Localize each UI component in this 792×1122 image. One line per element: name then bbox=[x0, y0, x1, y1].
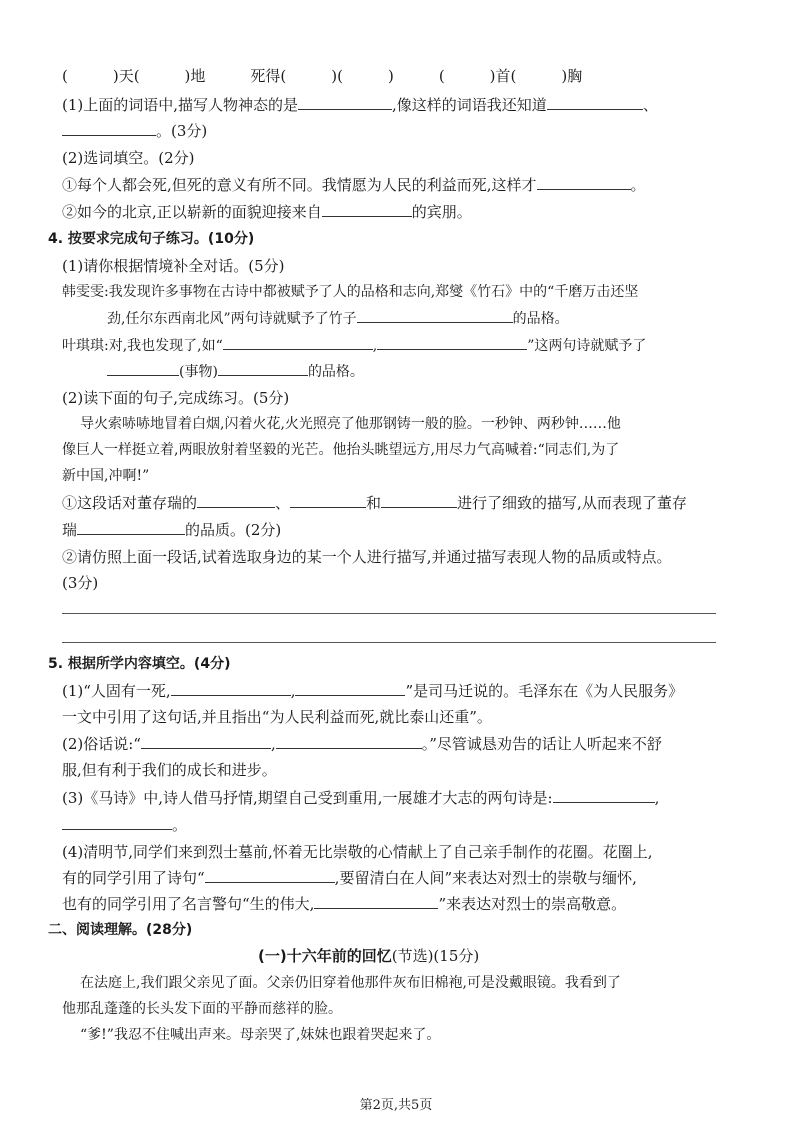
page-number: 第2页,共5页 bbox=[359, 1098, 433, 1113]
dialogue-line1: 韩雯雯:我发现许多事物在古诗中都被赋予了人的品格和志向,郑燮《竹石》中的“千磨万击还坚 bbox=[62, 284, 639, 300]
q3-part1-line2: 。(3分) bbox=[62, 121, 207, 141]
q4-exercise2-line2: (3分) bbox=[62, 574, 99, 592]
idiom-blank-row: ( )天( )地 死得( )( ) ( )首( )胸 bbox=[62, 67, 583, 85]
answer-blank[interactable] bbox=[295, 681, 405, 696]
section2-heading: 二、阅读理解。(28分) bbox=[48, 922, 193, 938]
answer-blank[interactable] bbox=[77, 520, 185, 535]
answer-blank[interactable] bbox=[553, 788, 655, 803]
answer-blank[interactable] bbox=[298, 95, 392, 110]
answer-blank[interactable] bbox=[223, 335, 373, 350]
q4-exercise1-line1: ①这段话对董存瑞的 、 和 进行了细致的描写,从而表现了董存 bbox=[62, 494, 687, 512]
answer-blank[interactable] bbox=[357, 308, 513, 323]
q4-part2-heading: (2)读下面的句子,完成练习。(5分) bbox=[62, 389, 290, 407]
writing-line[interactable] bbox=[62, 642, 716, 643]
q5-item3-line1: (3)《马诗》中,诗人借马抒情,期望自己受到重用,一展雄才大志的两句诗是: , bbox=[62, 789, 660, 807]
answer-blank[interactable] bbox=[381, 493, 457, 508]
q4-heading: 4. 按要求完成句子练习。(10分) bbox=[48, 231, 255, 247]
q3-sentence2: ②如今的北京,正以崭新的面貌迎接来自 的宾朋。 bbox=[62, 203, 472, 221]
answer-blank[interactable] bbox=[62, 121, 156, 136]
q5-item1-line1: (1)“人固有一死, , ”是司马迁说的。毛泽东在《为人民服务》 bbox=[62, 682, 684, 700]
answer-blank[interactable] bbox=[290, 493, 366, 508]
passage-line1: 导火索哧哧地冒着白烟,闪着火花,火光照亮了他那钢铸一般的脸。一秒钟、两秒钟……他 bbox=[80, 416, 621, 432]
answer-blank[interactable] bbox=[276, 734, 422, 749]
answer-blank[interactable] bbox=[171, 681, 291, 696]
q3-part2-heading: (2)选词填空。(2分) bbox=[62, 149, 195, 167]
q3-sentence1: ①每个人都会死,但死的意义有所不同。我情愿为人民的利益而死,这样才 。 bbox=[62, 176, 646, 194]
answer-blank[interactable] bbox=[107, 361, 179, 376]
answer-blank[interactable] bbox=[314, 894, 438, 909]
q4-part1-heading: (1)请你根据情境补全对话。(5分) bbox=[62, 257, 285, 275]
q5-item3-line2: 。 bbox=[62, 815, 187, 835]
answer-blank[interactable] bbox=[377, 335, 527, 350]
q5-item4-line2: 有的同学引用了诗句“ ,要留清白在人间”来表达对烈士的崇敬与缅怀, bbox=[62, 869, 637, 887]
reading-line3: “爹!”我忍不住喊出声来。母亲哭了,妹妹也跟着哭起来了。 bbox=[80, 1027, 441, 1043]
answer-blank[interactable] bbox=[322, 202, 412, 217]
dialogue-line3: 叶琪琪:对,我也发现了,如“ , ”这两句诗就赋予了 bbox=[62, 335, 646, 356]
answer-blank[interactable] bbox=[537, 175, 631, 190]
answer-blank[interactable] bbox=[62, 815, 172, 830]
answer-blank[interactable] bbox=[218, 361, 308, 376]
answer-blank[interactable] bbox=[205, 868, 335, 883]
q5-item4-line1: (4)清明节,同学们来到烈士墓前,怀着无比崇敬的心情献上了自己亲手制作的花圈。花圈上, bbox=[62, 843, 653, 861]
q5-heading: 5. 根据所学内容填空。(4分) bbox=[48, 656, 231, 672]
reading-line1: 在法庭上,我们跟父亲见了面。父亲仍旧穿着他那件灰布旧棉袍,可是没戴眼镜。我看到了 bbox=[80, 975, 621, 991]
reading-title: (一)十六年前的回忆(节选)(15分) bbox=[258, 947, 480, 965]
q4-exercise2-line1: ②请仿照上面一段话,试着选取身边的某一个人进行描写,并通过描写表现人物的品质或特点。 bbox=[62, 548, 672, 566]
q5-item2-line2: 服,但有利于我们的成长和进步。 bbox=[62, 761, 277, 779]
q5-item4-line3: 也有的同学引用了名言警句“生的伟大, ”来表达对烈士的崇高敬意。 bbox=[62, 895, 627, 913]
q5-item1-line2: 一文中引用了这句话,并且指出“为人民利益而死,就比泰山还重”。 bbox=[62, 708, 492, 726]
answer-blank[interactable] bbox=[197, 493, 275, 508]
answer-blank[interactable] bbox=[141, 734, 271, 749]
reading-line2: 他那乱蓬蓬的长头发下面的平静而慈祥的脸。 bbox=[62, 1001, 342, 1017]
dialogue-line4: (事物) 的品格。 bbox=[107, 361, 364, 382]
answer-blank[interactable] bbox=[547, 95, 643, 110]
dialogue-line2: 劲,任尔东西南北风”两句诗就赋予了竹子 的品格。 bbox=[107, 308, 569, 329]
q5-item2-line1: (2)俗话说:“ , 。”尽管诚恳劝告的话让人听起来不舒 bbox=[62, 735, 662, 753]
passage-line3: 新中国,冲啊!” bbox=[62, 468, 150, 484]
q3-part1-line1: (1)上面的词语中,描写人物神态的是 ,像这样的词语我还知道 、 bbox=[62, 96, 658, 114]
passage-line2: 像巨人一样挺立着,两眼放射着坚毅的光芒。他抬头眺望远方,用尽力气高喊着:“同志们,为了 bbox=[62, 442, 620, 458]
q4-exercise1-line2: 瑞 的品质。(2分) bbox=[62, 521, 282, 539]
writing-line[interactable] bbox=[62, 613, 716, 614]
